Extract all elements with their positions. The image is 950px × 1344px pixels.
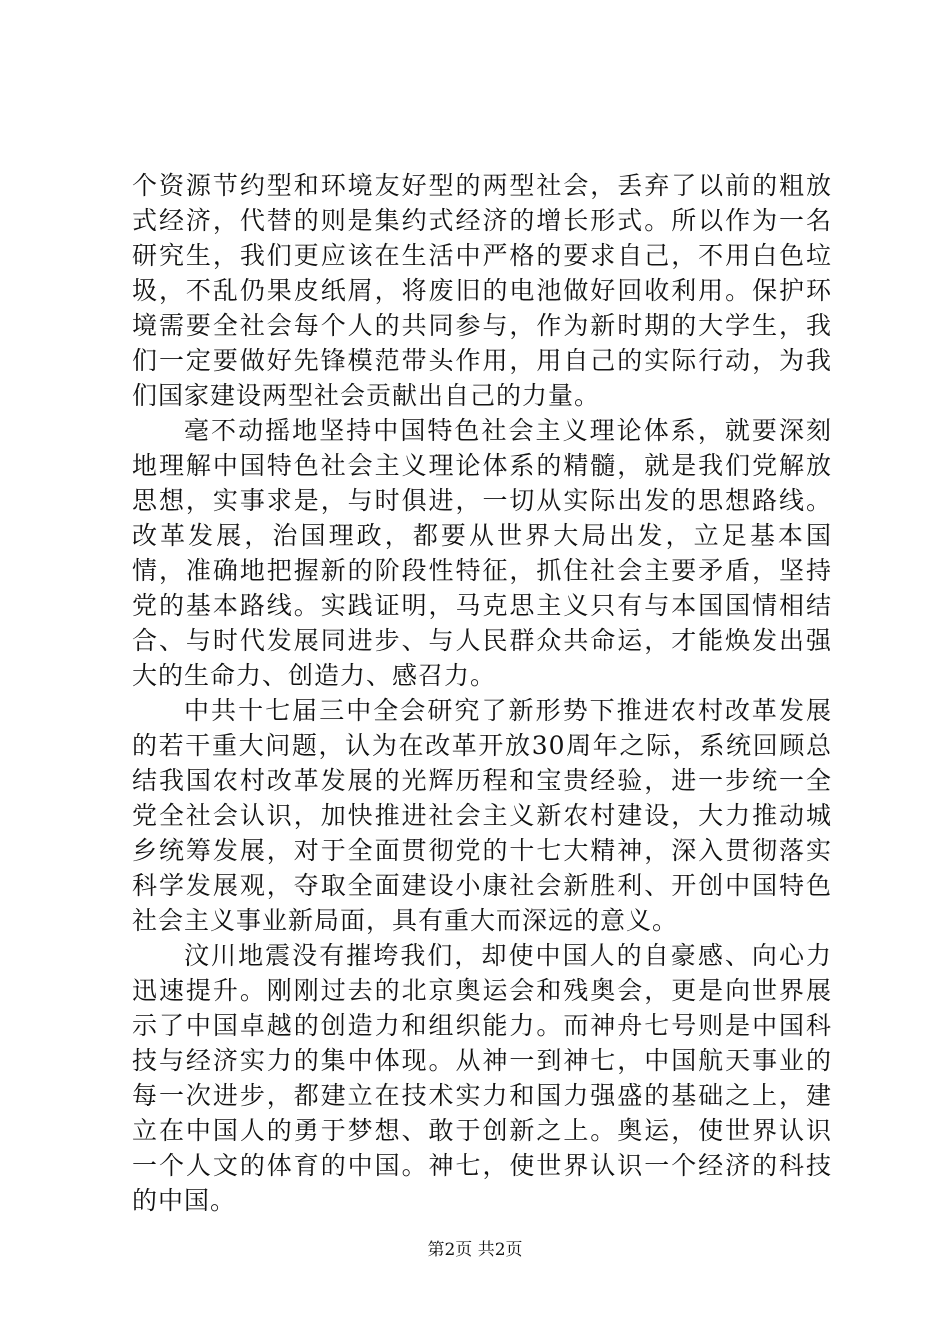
paragraph-theory-system: 毫不动摇地坚持中国特色社会主义理论体系，就要深刻地理解中国特色社会主义理论体系的精髓，就是我们党解放思想，实事求是，与时俱进，一切从实际出发的思想路线。改革发展，治国理政，都要从世界大局出发，立足基本国情，准确地把握新的阶段性特征，抓住社会主要矛盾，坚持党的基本路线。实践证明，马克思主义只有与本国国情相结合、与时代发展同进步、与人民群众共命运，才能焕发出强大的生命力、创造力、感召力。: [132, 416, 832, 690]
paragraph-plenary-session: 中共十七届三中全会研究了新形势下推进农村改革发展的若干重大问题，认为在改革开放30周年之际，系统回顾总结我国农村改革发展的光辉历程和宝贵经验，进一步统一全党全社会认识，加快推进社会主义新农村建设，大力推动城乡统筹发展，对于全面贯彻党的十七大精神，深入贯彻落实科学发展观，夺取全面建设小康社会新胜利、开创中国特色社会主义事业新局面，具有重大而深远的意义。: [132, 696, 832, 935]
document-body: [132, 168, 832, 1218]
paragraph-wenchuan-olympics: 汶川地震没有摧垮我们，却使中国人的自豪感、向心力迅速提升。刚刚过去的北京奥运会和残奥会，更是向世界展示了中国卓越的创造力和组织能力。而神舟七号则是中国科技与经济实力的集中体现。从神一到神七，中国航天事业的每一次进步，都建立在技术实力和国力强盛的基础之上，建立在中国人的勇于梦想、敢于创新之上。奥运，使世界认识一个人文的体育的中国。神七，使世界认识一个经济的科技的中国。: [132, 941, 832, 1215]
page-number-footer: 第2页 共2页: [427, 1240, 523, 1260]
paragraph-continuation: 个资源节约型和环境友好型的两型社会，丢弃了以前的粗放式经济，代替的则是集约式经济的增长形式。所以作为一名研究生，我们更应该在生活中严格的要求自己，不用白色垃圾，不乱仍果皮纸屑，将废旧的电池做好回收利用。保护环境需要全社会每个人的共同参与，作为新时期的大学生，我们一定要做好先锋模范带头作用，用自己的实际行动，为我们国家建设两型社会贡献出自己的力量。: [132, 171, 832, 410]
